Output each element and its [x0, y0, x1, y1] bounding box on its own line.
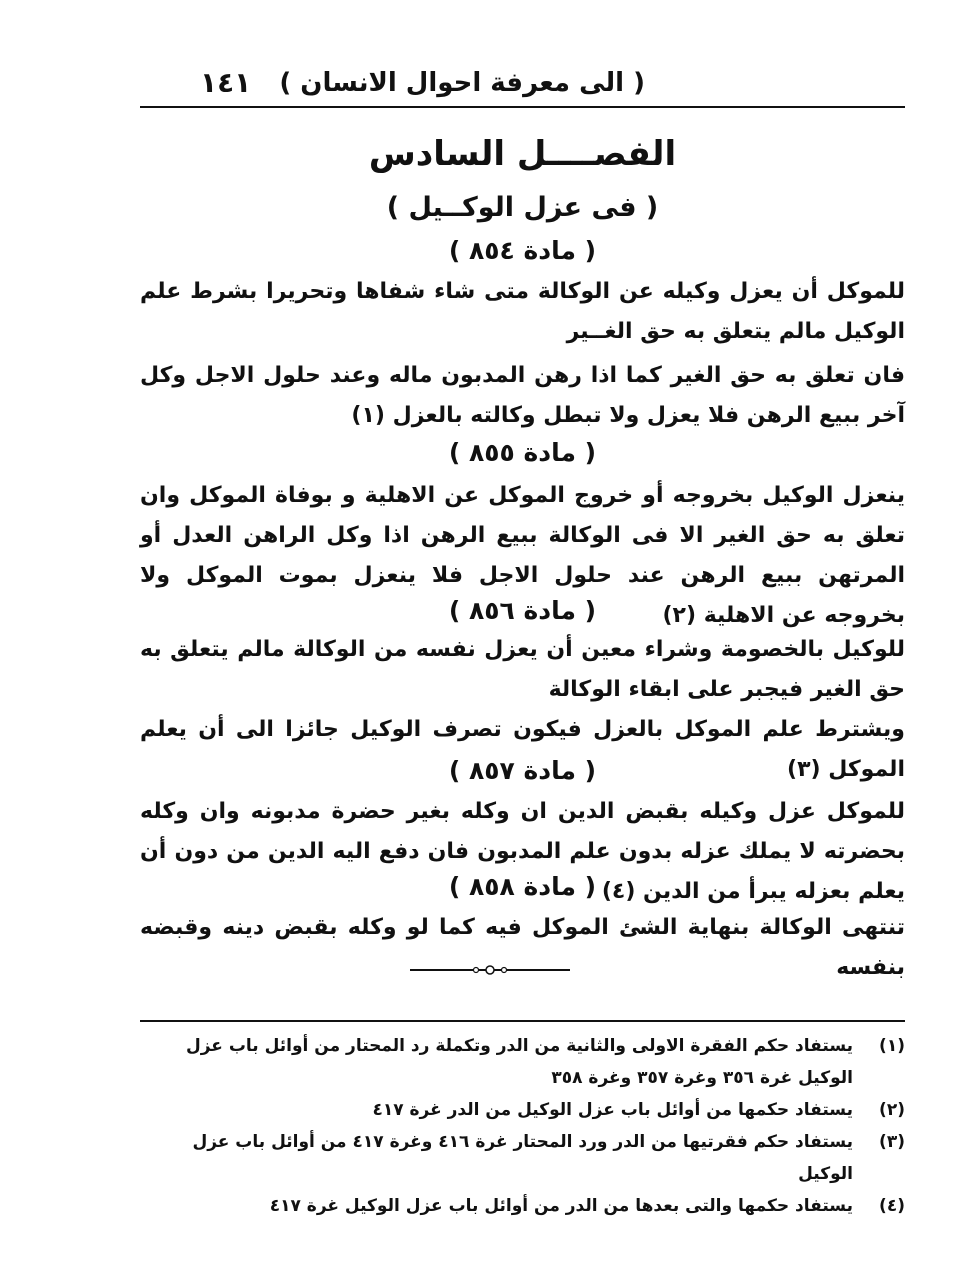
article-paragraph: ويشترط علم الموكل بالعزل فيكون تصرف الوكيل جائزا الى أن يعلم الموكل (٣): [140, 717, 905, 782]
footnote: [140, 1126, 905, 1190]
chapter-title: الفصــــل السادس: [368, 134, 677, 174]
running-title: ( الى معرفة احوال الانسان ): [279, 68, 645, 98]
footnote: [140, 1094, 905, 1126]
article-heading: ( مادة ٨٥٨ ): [448, 872, 597, 901]
section-end-ornament: [410, 962, 570, 978]
article-heading: ( مادة ٨٥٦ ): [448, 596, 597, 625]
article-paragraph: للوكيل بالخصومة وشراء معين أن يعزل نفسه من الوكالة مالم يتعلق به حق الغير فيجبر على ابقاء الوكالة: [140, 637, 905, 702]
article-paragraph: للموكل عزل وكيله بقبض الدين ان وكله بغير حضرة مدبونه وان وكله بحضرته لا يملك عزله بدون علم المدبون فان دفع اليه الدين من دون أن يعلم بعزله يبرأ من الدين (٤): [140, 799, 905, 904]
article-paragraph: تنتهى الوكالة بنهاية الشئ الموكل فيه كما لو وكله بقبض دينه وقبضه بنفسه: [140, 915, 905, 980]
footnote-text: يستفاد حكمها من أوائل باب عزل الوكيل من الدر غرة ٤١٧: [372, 1100, 853, 1120]
article-paragraph: للموكل أن يعزل وكيله عن الوكالة متى شاء شفاها وتحريرا بشرط علم الوكيل مالم يتعلق به حق الغــير: [140, 279, 905, 344]
page-number: ١٤١: [200, 66, 252, 99]
footnotes: [140, 1030, 905, 1222]
footnote-text: يستفاد حكمها والتى بعدها من الدر من أوائل باب عزل الوكيل غرة ٤١٧: [269, 1196, 853, 1216]
footnote-number: (٤): [879, 1196, 905, 1216]
article-heading: ( مادة ٨٥٧ ): [448, 756, 597, 785]
chapter-subtitle: ( فى عزل الوكــيل ): [386, 192, 659, 223]
footnote-number: (٢): [879, 1100, 905, 1120]
footnote-separator: [140, 1020, 905, 1022]
article-heading: ( مادة ٨٥٥ ): [448, 438, 597, 467]
running-header: [140, 62, 905, 108]
footnote: [140, 1190, 905, 1222]
footnote-number: (٣): [879, 1132, 905, 1152]
article-paragraph: فان تعلق به حق الغير كما اذا رهن المدبون ماله وعند حلول الاجل وكل آخر ببيع الرهن فلا يعزل ولا تبطل وكالته بالعزل (١): [140, 363, 905, 428]
footnote-text: يستفاد حكم الفقرة الاولى والثانية من الدر وتكملة رد المحتار من أوائل باب عزل الوكيل غرة ٣٥٦ وغرة ٣٥٧ وغرة ٣٥٨: [185, 1036, 853, 1088]
footnote: [140, 1030, 905, 1094]
article-paragraph: ينعزل الوكيل بخروجه أو خروج الموكل عن الاهلية و بوفاة الموكل وان تعلق به حق الغير الا فى الوكالة ببيع الرهن اذا وكل الراهن العدل أو المرتهن ببيع الرهن عند حلول الاجل فلا ينعزل بموت الموكل ولا بخروجه عن الاهلية (٢): [140, 483, 905, 628]
article-heading: ( مادة ٨٥٤ ): [448, 236, 597, 265]
footnote-text: يستفاد حكم فقرتيها من الدر ورد المحتار غرة ٤١٦ وغرة ٤١٧ من أوائل باب عزل الوكيل: [192, 1132, 853, 1184]
footnote-number: (١): [879, 1036, 905, 1056]
